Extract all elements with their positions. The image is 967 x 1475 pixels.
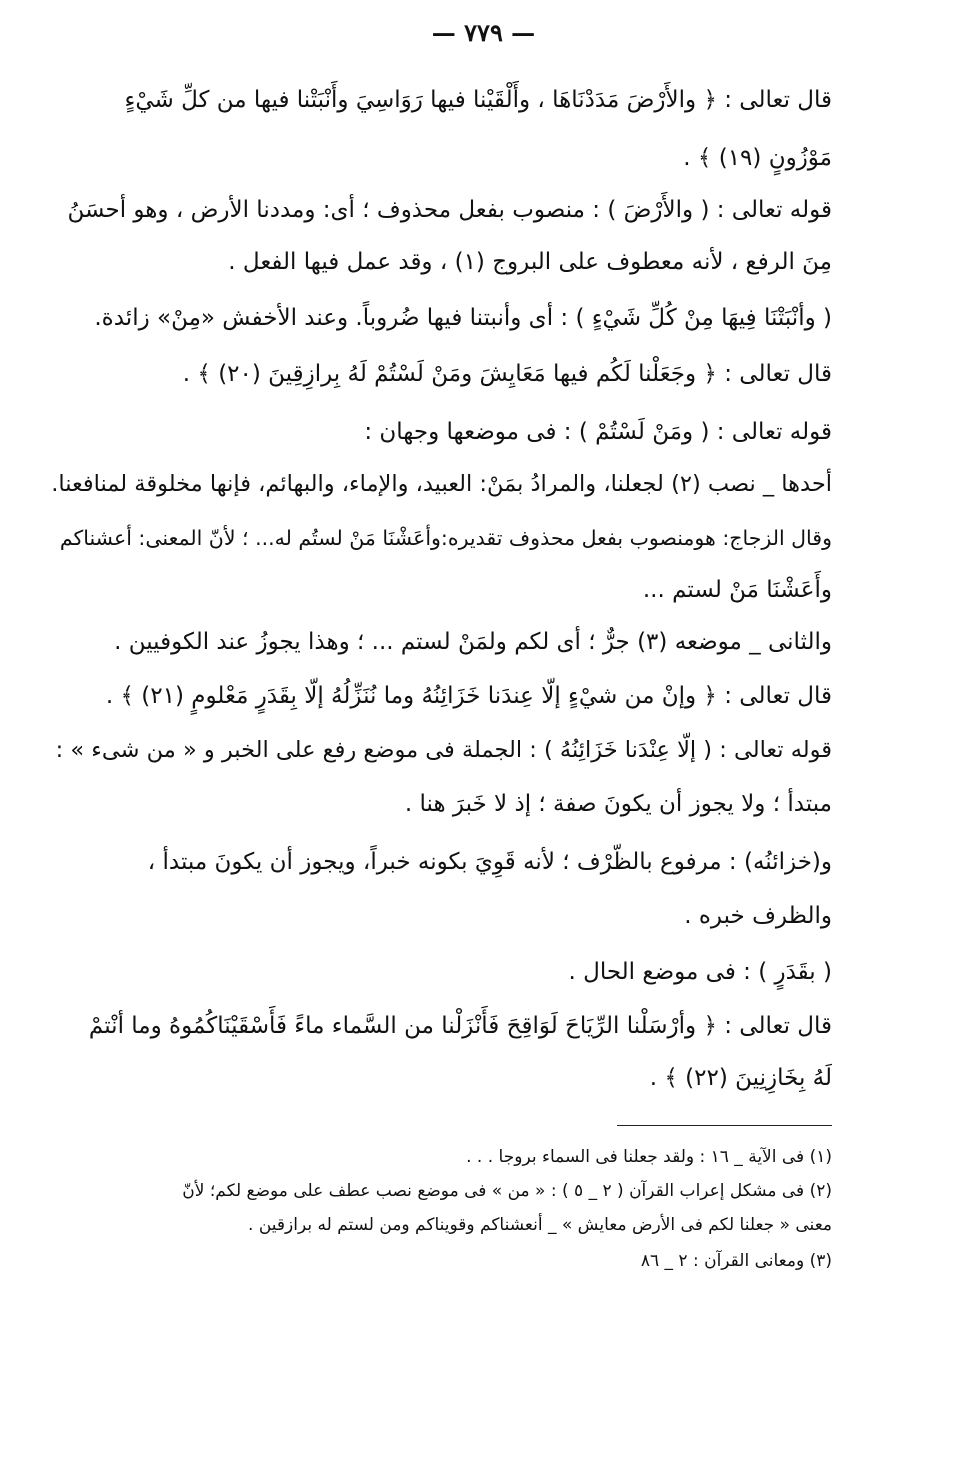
footnote: (٣) ومعانى القرآن : ٢ _ ٨٦ — [640, 1251, 832, 1271]
text-line: قال تعالى : ﴿ وأرْسَلْنا الرِّيَاحَ لَوَاقِحَ فَأَنْزَلْنا من السَّماء ماءً فَأَسْقَيْنَاكُمُوهُ وما أنْتمْ — [88, 1013, 832, 1039]
text-line: قوله تعالى : ( ومَنْ لَسْتُمْ ) : فى موضعها وجهان : — [364, 419, 832, 445]
text-line: و(خزائنُه) : مرفوع بالظّرْف ؛ لأنه قَوِيَ بكونه خبراً، ويجوز أن يكونَ مبتدأ ، — [147, 849, 832, 875]
text-line: ( وأنْبَتْنَا فِيهَا مِنْ كُلِّ شَيْءٍ ) : أى وأنبتنا فيها ضُروباً. وعند الأخفش «مِنْ» زائدة. — [94, 305, 832, 331]
text-line: قوله تعالى : ( إلّا عِنْدَنا خَزَائِنُهُ ) : الجملة فى موضع رفع على الخبر و « من شىء » : — [55, 737, 832, 763]
text-line: لَهُ بِخَازِنِينَ (٢٢) ﴾ . — [649, 1065, 832, 1091]
text-line: مَوْزُونٍ (١٩) ﴾ . — [683, 145, 832, 171]
footnote-divider — [617, 1125, 832, 1126]
text-line: ( بقَدَرٍ ) : فى موضع الحال . — [568, 959, 832, 985]
text-line: قال تعالى : ﴿ وجَعَلْنا لَكُم فيها مَعَايِشَ ومَنْ لَسْتُمْ لَهُ بِرازِقِينَ (٢٠) ﴾ . — [182, 361, 832, 387]
text-line: وقال الزجاج: هومنصوب بفعل محذوف تقديره:وأعَشْنَا مَنْ لستُم له... ؛ لأنّ المعنى: أعشناكم — [59, 526, 832, 550]
text-line: وأَعَشْنَا مَنْ لستم ... — [642, 577, 832, 603]
text-line: أحدها _ نصب (٢) لجعلنا، والمرادُ بمَنْ: العبيد، والإماء، والبهائم، فإنها مخلوقة لمنافعنا. — [51, 471, 832, 497]
text-line: والثانى _ موضعه (٣) جرٌّ ؛ أى لكم ولمَنْ لستم ... ؛ وهذا يجوزُ عند الكوفيين . — [114, 629, 832, 655]
footnote: (١) فى الآية _ ١٦ : ولقد جعلنا فى السماء بروجا . . . — [466, 1147, 832, 1167]
text-line: مِنَ الرفع ، لأنه معطوف على البروج (١) ، وقد عمل فيها الفعل . — [228, 249, 832, 275]
text-line: قال تعالى : ﴿ وإنْ من شيْءٍ إلّا عِندَنا خَزَائِنُهُ وما نُنَزِّلُهُ إلّا بِقَدَرٍ مَعْلومٍ (٢١) ﴾ . — [105, 683, 832, 709]
text-line: قال تعالى : ﴿ والأَرْضَ مَدَدْنَاهَا ، وأَلْقَيْنا فيها رَوَاسِيَ وأَنْبَتْنا فيها من كلِّ شَيْءٍ — [124, 87, 832, 113]
page-number: — ٧٧٩ — — [431, 18, 536, 47]
text-line: مبتدأ ؛ ولا يجوز أن يكونَ صفة ؛ إذ لا خَبرَ هنا . — [404, 791, 832, 817]
footnote: (٢) فى مشكل إعراب القرآن ( ٢ _ ٥ ) : « من » فى موضع نصب عطف على موضع لكم؛ لأنّ — [182, 1181, 832, 1201]
text-line: قوله تعالى : ( والأَرْضَ ) : منصوب بفعل محذوف ؛ أى: ومددنا الأرض ، وهو أحسَنُ — [67, 197, 832, 223]
footnote: معنى « جعلنا لكم فى الأرض معايش » _ أنعشناكم وقويناكم ومن لستم له برازقين . — [248, 1215, 832, 1235]
text-line: والظرف خبره . — [684, 903, 832, 929]
